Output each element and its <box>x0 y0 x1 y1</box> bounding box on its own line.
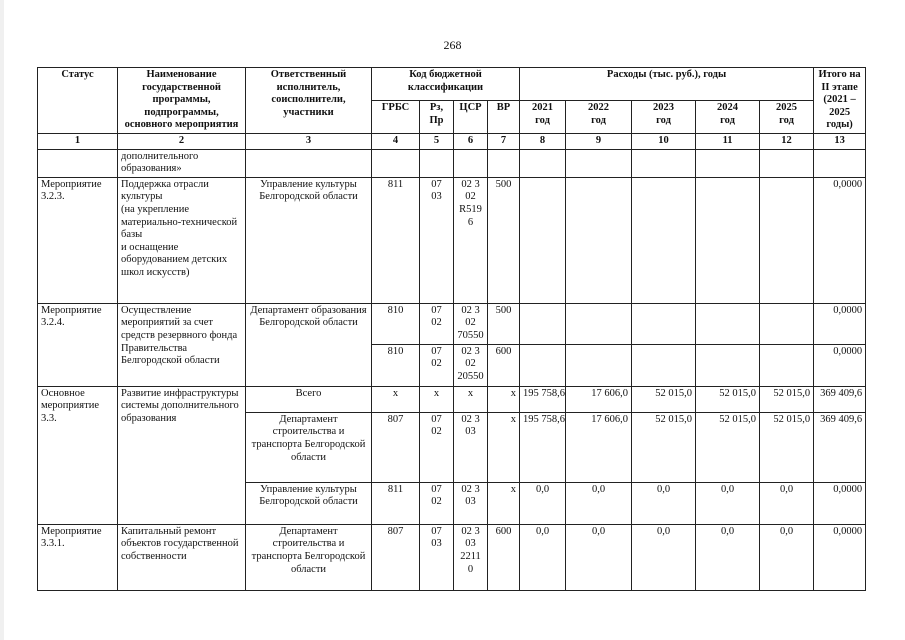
row-name: дополнительного образования» <box>118 149 246 177</box>
row-2022: 0,0 <box>566 524 632 590</box>
row-2021: 0,0 <box>520 524 566 590</box>
row-grbs: 807 <box>372 524 420 590</box>
row-vr: 600 <box>488 524 520 590</box>
page-number: 268 <box>443 38 462 52</box>
row-csr: 02 3 03 2211 0 <box>454 524 488 590</box>
row-2021: 0,0 <box>520 482 566 524</box>
column-number-row <box>38 133 866 149</box>
row-rzpr: 07 02 <box>420 482 454 524</box>
column-number: 8 <box>520 133 566 149</box>
column-number: 5 <box>420 133 454 149</box>
row-csr: 02 3 03 <box>454 412 488 482</box>
row-executor: Всего <box>246 386 372 412</box>
row-grbs: 810 <box>372 344 420 386</box>
column-number: 2 <box>118 133 246 149</box>
column-number: 1 <box>38 133 118 149</box>
row-rzpr: 07 03 <box>420 177 454 303</box>
header-2025: 2025 год <box>760 100 814 133</box>
column-number: 7 <box>488 133 520 149</box>
row-rzpr: 07 02 <box>420 344 454 386</box>
header-2021: 2021 год <box>520 100 566 133</box>
header-vr: ВР <box>488 100 520 133</box>
row-rzpr: 07 02 <box>420 303 454 344</box>
row-name: Капитальный ремонт объектов государственной собственности <box>118 524 246 590</box>
column-number: 11 <box>696 133 760 149</box>
row-2025: 0,0 <box>760 524 814 590</box>
row-name: Развитие инфраструктуры системы дополнительного образования <box>118 386 246 524</box>
row-csr: 02 3 02 R519 6 <box>454 177 488 303</box>
scan-edge <box>0 0 4 640</box>
row-2022: 17 606,0 <box>566 412 632 482</box>
row-grbs: x <box>372 386 420 412</box>
row-total: 0,0000 <box>814 482 866 524</box>
header-total: Итого на II этапе (2021 – 2025 годы) <box>814 68 866 134</box>
row-rzpr: x <box>420 386 454 412</box>
row-csr: 02 3 02 20550 <box>454 344 488 386</box>
row-2024: 52 015,0 <box>696 386 760 412</box>
row-vr: x <box>488 482 520 524</box>
row-2023: 0,0 <box>632 482 696 524</box>
column-number: 9 <box>566 133 632 149</box>
row-executor: Департамент образования Белгородской области <box>246 303 372 386</box>
row-total: 0,0000 <box>814 177 866 303</box>
row-2025: 0,0 <box>760 482 814 524</box>
row-2023: 0,0 <box>632 524 696 590</box>
row-rzpr: 07 02 <box>420 412 454 482</box>
column-number: 13 <box>814 133 866 149</box>
header-grbs: ГРБС <box>372 100 420 133</box>
row-2022: 0,0 <box>566 482 632 524</box>
row-2024: 0,0 <box>696 524 760 590</box>
row-total: 369 409,6 <box>814 386 866 412</box>
header-budget-code: Код бюджетной классификации <box>372 68 520 101</box>
row-total: 369 409,6 <box>814 412 866 482</box>
row-executor: Управление культуры Белгородской области <box>246 177 372 303</box>
column-number: 4 <box>372 133 420 149</box>
header-2023: 2023 год <box>632 100 696 133</box>
row-vr: 500 <box>488 177 520 303</box>
row-grbs: 811 <box>372 482 420 524</box>
table-row <box>38 524 866 590</box>
row-executor: Департамент строительства и транспорта Белгородской области <box>246 412 372 482</box>
row-vr: 500 <box>488 303 520 344</box>
row-name: Осуществление мероприятий за счет средств резервного фонда Правительства Белгородской области <box>118 303 246 386</box>
row-name: Поддержка отрасли культуры (на укрепление материально-технической базы и оснащение оборудованием детских школ искусств) <box>118 177 246 303</box>
row-grbs: 811 <box>372 177 420 303</box>
row-rzpr: 07 03 <box>420 524 454 590</box>
table-row <box>38 149 866 177</box>
row-2025: 52 015,0 <box>760 386 814 412</box>
row-grbs: 810 <box>372 303 420 344</box>
row-2025: 52 015,0 <box>760 412 814 482</box>
row-status: Основное мероприятие 3.3. <box>38 386 118 524</box>
header-csr: ЦСР <box>454 100 488 133</box>
row-2023: 52 015,0 <box>632 412 696 482</box>
row-total: 0,0000 <box>814 524 866 590</box>
row-2023: 52 015,0 <box>632 386 696 412</box>
row-executor: Департамент строительства и транспорта Белгородской области <box>246 524 372 590</box>
table-row <box>38 303 866 344</box>
column-number: 10 <box>632 133 696 149</box>
row-vr: x <box>488 412 520 482</box>
table-row <box>38 177 866 303</box>
budget-table <box>37 67 866 591</box>
row-vr: x <box>488 386 520 412</box>
row-2021: 195 758,6 <box>520 412 566 482</box>
header-name: Наименование государственной программы, подпрограммы, основного мероприятия <box>118 68 246 134</box>
header-2024: 2024 год <box>696 100 760 133</box>
header-row-1 <box>38 68 866 101</box>
header-expenses: Расходы (тыс. руб.), годы <box>520 68 814 101</box>
row-total: 0,0000 <box>814 344 866 386</box>
row-status: Мероприятие 3.3.1. <box>38 524 118 590</box>
row-csr: x <box>454 386 488 412</box>
column-number: 3 <box>246 133 372 149</box>
row-2024: 0,0 <box>696 482 760 524</box>
row-csr: 02 3 03 <box>454 482 488 524</box>
row-vr: 600 <box>488 344 520 386</box>
header-status: Статус <box>38 68 118 134</box>
header-2022: 2022 год <box>566 100 632 133</box>
row-csr: 02 3 02 70550 <box>454 303 488 344</box>
row-status: Мероприятие 3.2.4. <box>38 303 118 386</box>
row-2021: 195 758,6 <box>520 386 566 412</box>
header-rzpr: Рз, Пр <box>420 100 454 133</box>
column-number: 6 <box>454 133 488 149</box>
row-2024: 52 015,0 <box>696 412 760 482</box>
row-total: 0,0000 <box>814 303 866 344</box>
row-executor: Управление культуры Белгородской области <box>246 482 372 524</box>
column-number: 12 <box>760 133 814 149</box>
header-executor: Ответственный исполнитель, соисполнители, участники <box>246 68 372 134</box>
table-row <box>38 386 866 412</box>
row-2022: 17 606,0 <box>566 386 632 412</box>
row-status: Мероприятие 3.2.3. <box>38 177 118 303</box>
row-grbs: 807 <box>372 412 420 482</box>
